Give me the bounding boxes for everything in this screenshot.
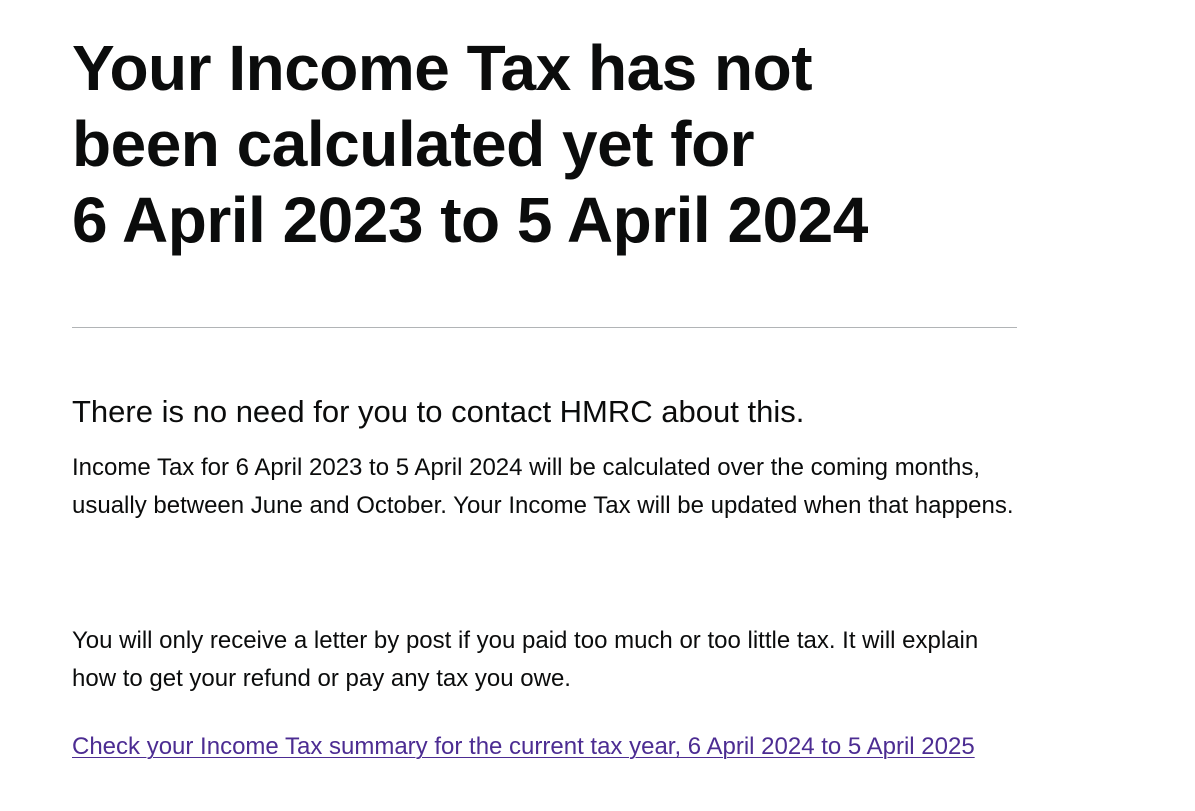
summary-link-paragraph [72, 728, 1017, 765]
page-title-line: been calculated yet for [72, 108, 755, 180]
section-divider [72, 327, 1017, 328]
page-title [72, 30, 1017, 258]
lead-paragraph: There is no need for you to contact HMRC about this. [72, 394, 805, 429]
calculation-info-paragraph: Income Tax for 6 April 2023 to 5 April 2024 will be calculated over the coming months, usually between June and October. Your Income Tax will be updated when that happens. [72, 454, 1014, 519]
page-title-line: 6 April 2023 to 5 April 2024 [72, 184, 868, 256]
main-content [72, 30, 1017, 760]
page-title-line: Your Income Tax has not [72, 32, 813, 104]
letter-info-paragraph: You will only receive a letter by post if you paid too much or too little tax. It will explain how to get your refund or pay any tax you owe. [72, 627, 979, 692]
income-tax-summary-link[interactable]: Check your Income Tax summary for the current tax year, 6 April 2024 to 5 April 2025 [72, 733, 975, 760]
